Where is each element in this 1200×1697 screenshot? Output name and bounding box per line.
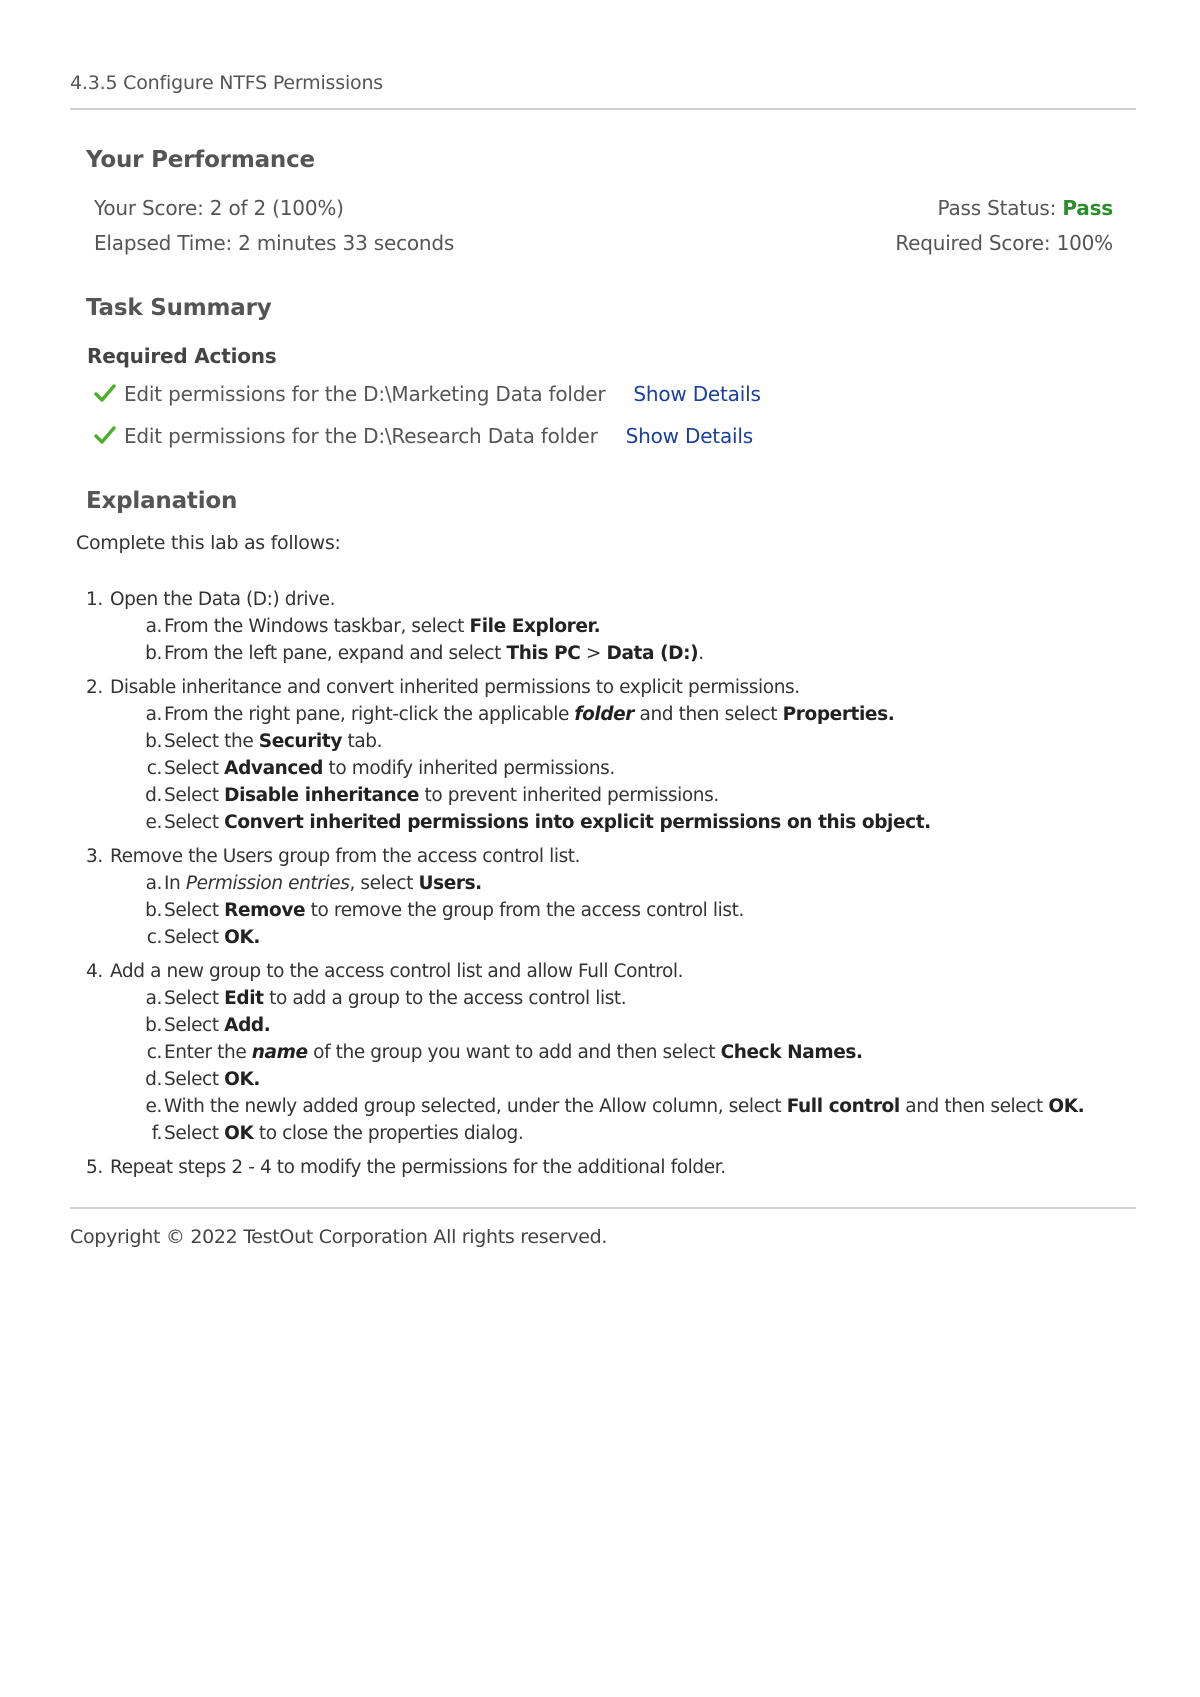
step-number: 1.: [86, 589, 103, 610]
check-icon: [94, 424, 116, 446]
explanation-substep: [110, 1066, 1146, 1093]
page-title: 4.3.5 Configure NTFS Permissions: [70, 72, 384, 94]
explanation-substep: [110, 1012, 1146, 1039]
step-number: 3.: [86, 846, 103, 867]
elapsed-time-text: Elapsed Time: 2 minutes 33 seconds: [94, 231, 455, 255]
explanation-heading: Explanation: [86, 488, 238, 514]
required-actions-heading: Required Actions: [87, 344, 277, 368]
explanation-step: [86, 586, 1146, 667]
explanation-intro: Complete this lab as follows:: [76, 532, 341, 554]
substep-letter: f.: [151, 1123, 162, 1144]
substep-letter: d.: [145, 1069, 162, 1090]
substep-letter: d.: [145, 785, 162, 806]
substep-letter: c.: [146, 1042, 162, 1063]
substep-text: Select the Security tab.: [164, 731, 383, 752]
step-number: 2.: [86, 677, 103, 698]
pass-status-label: Pass Status:: [937, 196, 1057, 220]
explanation-substep: [110, 1039, 1146, 1066]
explanation-substep: [110, 870, 1146, 897]
substep-text: Select Add.: [164, 1015, 271, 1036]
substep-text: In Permission entries, select Users.: [164, 873, 482, 894]
explanation-substep: [110, 924, 1146, 951]
footer-divider: [70, 1207, 1136, 1209]
required-score-text: Required Score: 100%: [895, 231, 1113, 255]
substep-text: Select Edit to add a group to the access control list.: [164, 988, 627, 1009]
substep-letter: c.: [146, 758, 162, 779]
task-summary-heading: Task Summary: [86, 295, 272, 321]
copyright-text: Copyright © 2022 TestOut Corporation All rights reserved.: [70, 1226, 608, 1248]
step-text: Add a new group to the access control list and allow Full Control.: [110, 961, 684, 982]
substep-letter: b.: [145, 1015, 162, 1036]
explanation-substep: [110, 1093, 1146, 1120]
substep-text: Select OK.: [164, 927, 261, 948]
substep-letter: a.: [145, 616, 162, 637]
step-text: Disable inheritance and convert inherited permissions to explicit permissions.: [110, 677, 800, 698]
explanation-steps: [86, 586, 1146, 1188]
substep-text: Select Convert inherited permissions into explicit permissions on this object.: [164, 812, 931, 833]
explanation-step: [86, 1154, 1146, 1181]
substep-letter: b.: [145, 643, 162, 664]
substep-text: From the right pane, right-click the applicable folder and then select Properties.: [164, 704, 895, 725]
substep-text: From the Windows taskbar, select File Explorer.: [164, 616, 601, 637]
explanation-substep: [110, 809, 1146, 836]
explanation-substep: [110, 640, 1146, 667]
header-divider: [70, 108, 1136, 110]
explanation-substep: [110, 782, 1146, 809]
substep-letter: a.: [145, 704, 162, 725]
step-text: Remove the Users group from the access control list.: [110, 846, 581, 867]
performance-heading: Your Performance: [86, 147, 315, 173]
substep-letter: e.: [145, 812, 162, 833]
explanation-substep: [110, 701, 1146, 728]
explanation-substep: [110, 728, 1146, 755]
explanation-step: [86, 674, 1146, 836]
step-text: Repeat steps 2 - 4 to modify the permissions for the additional folder.: [110, 1157, 726, 1178]
explanation-substep: [110, 1120, 1146, 1147]
substep-text: Select Remove to remove the group from the access control list.: [164, 900, 744, 921]
substep-letter: b.: [145, 900, 162, 921]
substep-text: With the newly added group selected, under the Allow column, select Full control and then select OK.: [164, 1096, 1085, 1117]
substep-letter: a.: [145, 988, 162, 1009]
show-details-link[interactable]: Show Details: [625, 424, 753, 448]
explanation-step: [86, 958, 1146, 1147]
substep-letter: c.: [146, 927, 162, 948]
substep-text: From the left pane, expand and select This PC > Data (D:).: [164, 643, 704, 664]
explanation-substep: [110, 897, 1146, 924]
explanation-substep: [110, 613, 1146, 640]
substep-text: Select OK to close the properties dialog.: [164, 1123, 524, 1144]
required-action-item: [94, 382, 761, 406]
required-action-text: Edit permissions for the D:\Marketing Data folder: [124, 382, 606, 406]
substep-text: Select Disable inheritance to prevent inherited permissions.: [164, 785, 719, 806]
required-action-item: [94, 424, 753, 448]
substep-letter: b.: [145, 731, 162, 752]
score-text: Your Score: 2 of 2 (100%): [94, 196, 344, 220]
required-action-text: Edit permissions for the D:\Research Data folder: [124, 424, 598, 448]
substep-text: Select OK.: [164, 1069, 261, 1090]
explanation-step: [86, 843, 1146, 951]
step-number: 4.: [86, 961, 103, 982]
substep-letter: a.: [145, 873, 162, 894]
pass-status: [938, 196, 1114, 220]
check-icon: [94, 382, 116, 404]
explanation-substep: [110, 985, 1146, 1012]
substep-letter: e.: [145, 1096, 162, 1117]
pass-status-value: Pass: [1062, 196, 1113, 220]
substep-text: Enter the name of the group you want to add and then select Check Names.: [164, 1042, 863, 1063]
substep-text: Select Advanced to modify inherited permissions.: [164, 758, 615, 779]
explanation-substep: [110, 755, 1146, 782]
show-details-link[interactable]: Show Details: [633, 382, 761, 406]
step-text: Open the Data (D:) drive.: [110, 589, 336, 610]
step-number: 5.: [86, 1157, 103, 1178]
